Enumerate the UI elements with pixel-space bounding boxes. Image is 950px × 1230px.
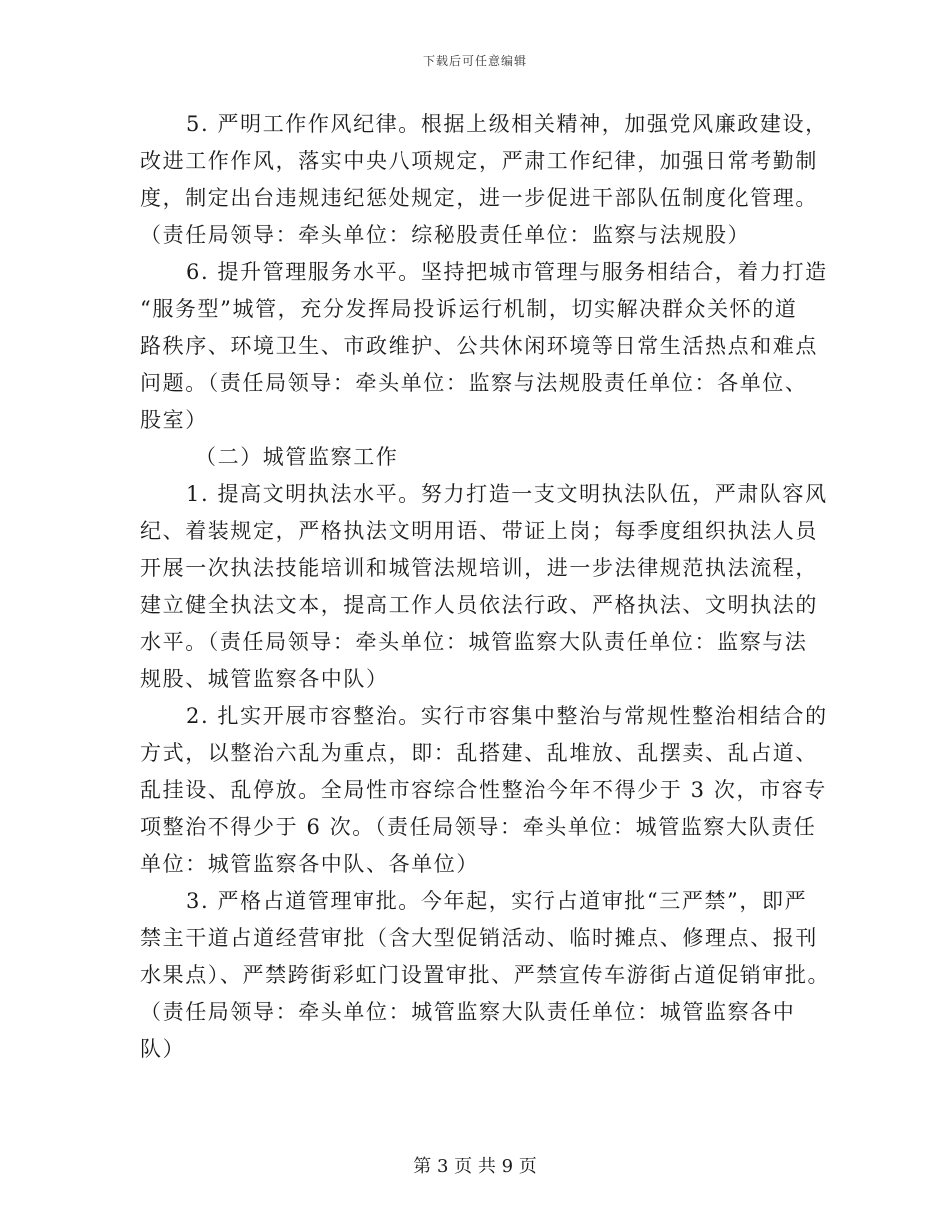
text-line: 度，制定出台违规违纪惩处规定，进一步促进干部队伍制度化管理。 <box>140 186 818 210</box>
text-line: 改进工作作风，落实中央八项规定，严肃工作纪律，加强日常考勤制 <box>140 149 818 173</box>
text-line: 队） <box>140 1037 186 1061</box>
text-line: “服务型”城管，充分发挥局投诉运行机制，切实解决群众关怀的道 <box>140 297 798 321</box>
text-line: 规股、城管监察各中队） <box>140 667 389 691</box>
section-heading <box>140 439 820 476</box>
text-line: （责任局领导：牵头单位：城管监察大队责任单位：城管监察各中 <box>140 1000 796 1024</box>
text-line: 3. 严格占道管理审批。今年起，实行占道审批“三严禁”，即严 <box>186 889 808 913</box>
paragraph-section2-item-3 <box>140 883 831 1068</box>
document-body <box>140 106 831 1068</box>
footer-total-pages: 9 <box>501 1156 514 1177</box>
text-line: 项整治不得少于 6 次。（责任局领导：牵头单位：城管监察大队责任 <box>140 815 817 839</box>
text-line: 方式，以整治六乱为重点，即：乱搭建、乱堆放、乱摆卖、乱占道、 <box>140 741 818 765</box>
text-line: 路秩序、环境卫生、市政维护、公共休闲环境等日常生活热点和难点 <box>140 334 818 358</box>
paragraph-item-5 <box>140 106 828 254</box>
text-line: 单位：城管监察各中队、各单位） <box>140 852 479 876</box>
section-heading-text: （二）城管监察工作 <box>195 445 399 469</box>
text-line: 股室） <box>140 408 208 432</box>
text-line: 水果点）、严禁跨街彩虹门设置审批、严禁宣传车游街占道促销审批。 <box>140 963 831 987</box>
text-line: 乱挂设、乱停放。全局性市容综合性整治今年不得少于 3 次，市容专 <box>140 778 827 802</box>
footer-page-number: 3 <box>436 1156 449 1177</box>
text-line: 问题。（责任局领导：牵头单位：监察与法规股责任单位：各单位、 <box>140 371 808 395</box>
text-line: 开展一次执法技能培训和城管法规培训，进一步法律规范执法流程， <box>140 556 818 580</box>
text-line: 2. 扎实开展市容整治。实行市容集中整治与常规性整治相结合的 <box>186 704 828 728</box>
footer-prefix: 第 <box>413 1156 432 1177</box>
text-line: 5. 严明工作作风纪律。根据上级相关精神，加强党风廉政建设， <box>186 112 828 136</box>
page-header: 下载后可任意编辑 <box>422 54 527 68</box>
text-line: 水平。（责任局领导：牵头单位：城管监察大队责任单位：监察与法 <box>140 630 808 654</box>
footer-suffix: 页 <box>518 1156 537 1177</box>
text-line: 建立健全执法文本，提高工作人员依法行政、严格执法、文明执法的 <box>140 593 818 617</box>
text-line: 纪、着装规定，严格执法文明用语、带证上岗；每季度组织执法人员 <box>140 519 818 543</box>
paragraph-section2-item-1 <box>140 476 828 698</box>
footer-middle: 页 共 <box>454 1156 496 1177</box>
text-line: 1. 提高文明执法水平。努力打造一支文明执法队伍，严肃队容风 <box>186 482 828 506</box>
paragraph-section2-item-2 <box>140 698 828 883</box>
text-line: 禁主干道占道经营审批（含大型促销活动、临时摊点、修理点、报刊 <box>140 926 818 950</box>
text-line: 6. 提升管理服务水平。坚持把城市管理与服务相结合，着力打造 <box>186 260 828 284</box>
paragraph-item-6 <box>140 254 828 439</box>
text-line: （责任局领导：牵头单位：综秘股责任单位：监察与法规股） <box>140 223 751 247</box>
page-footer <box>0 1152 950 1178</box>
